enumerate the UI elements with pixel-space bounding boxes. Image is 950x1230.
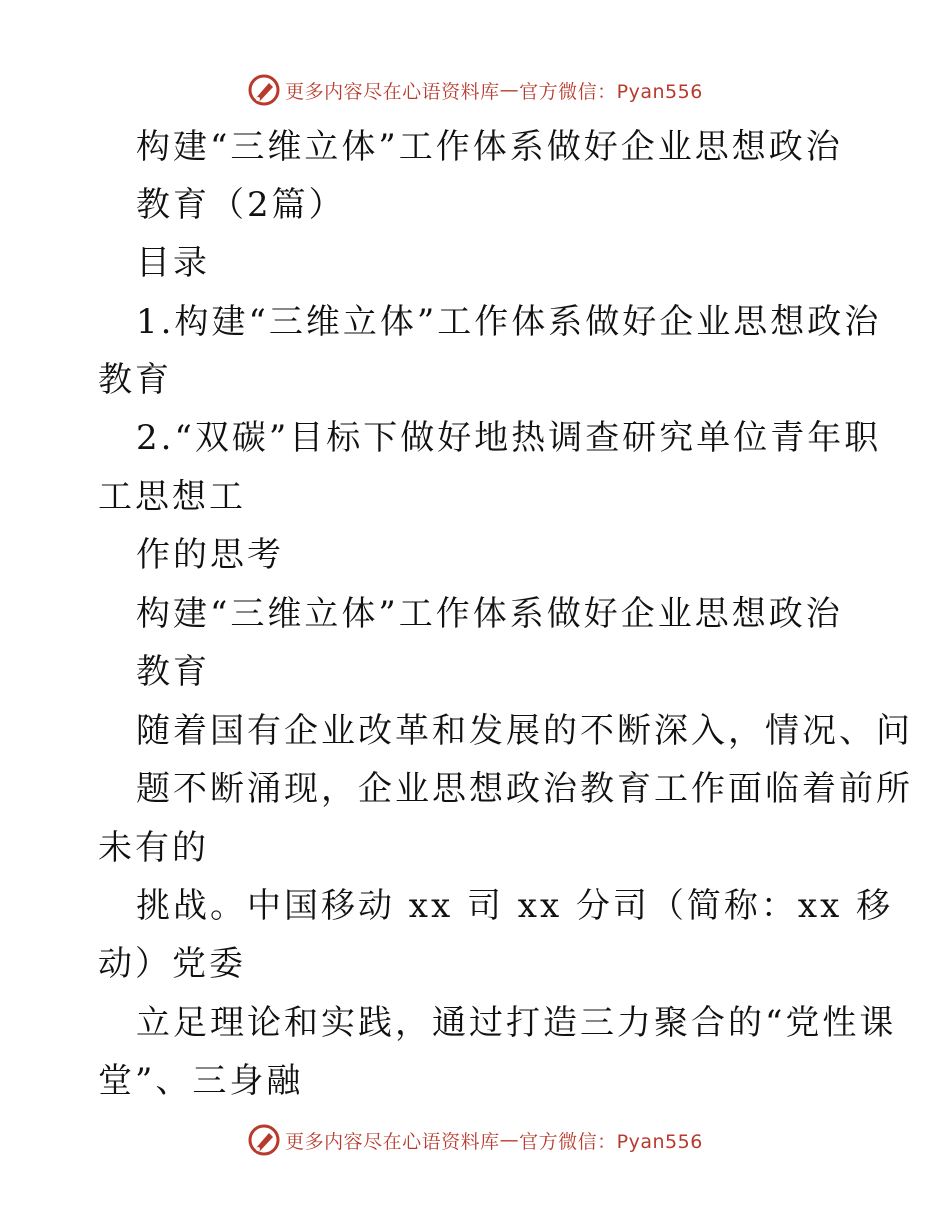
toc-item-2-line-1: 2.“双碳”目标下做好地热调查研究单位青年职: [136, 418, 882, 458]
toc-item-2-line-3: 作的思考: [136, 535, 284, 575]
section-title-line-1: 构建“三维立体”工作体系做好企业思想政治: [136, 594, 843, 634]
toc-heading: 目录: [136, 243, 210, 283]
body-paragraph-line: 立足理论和实践，通过打造三力聚合的“党性课: [136, 1003, 897, 1043]
doc-title-line-1: 构建“三维立体”工作体系做好企业思想政治: [136, 127, 843, 167]
watermark-contact: 官方微信：Pyan556: [519, 1130, 703, 1153]
watermark-contact: 官方微信：Pyan556: [519, 80, 703, 103]
watermark-dash: —: [499, 1129, 520, 1151]
watermark-dash: —: [499, 79, 520, 101]
watermark-banner-top: [0, 70, 950, 110]
toc-item-2-line-2: 工思想工: [98, 477, 246, 517]
body-paragraph-line: 动）党委: [98, 944, 246, 984]
section-title-line-2: 教育: [136, 652, 210, 692]
body-paragraph-line: 挑战。中国移动 xx 司 xx 分司（简称：xx 移: [136, 886, 894, 926]
body-paragraph-line: 未有的: [98, 828, 209, 868]
body-paragraph-line: 题不断涌现，企业思想政治教育工作面临着前所: [136, 769, 913, 809]
toc-item-1-line-1: 1.构建“三维立体”工作体系做好企业思想政治: [136, 302, 882, 342]
watermark-text: 更多内容尽在心语资料库: [285, 1130, 500, 1153]
pen-logo-icon: [247, 1123, 281, 1157]
pen-logo-icon: [247, 73, 281, 107]
body-paragraph-line: 堂”、三身融: [98, 1061, 304, 1101]
doc-title-line-2: 教育（2篇）: [136, 185, 346, 225]
watermark-banner-bottom: [0, 1120, 950, 1160]
body-paragraph-line: 随着国有企业改革和发展的不断深入，情况、问: [136, 711, 913, 751]
watermark-text: 更多内容尽在心语资料库: [285, 80, 500, 103]
toc-item-1-line-2: 教育: [98, 360, 172, 400]
